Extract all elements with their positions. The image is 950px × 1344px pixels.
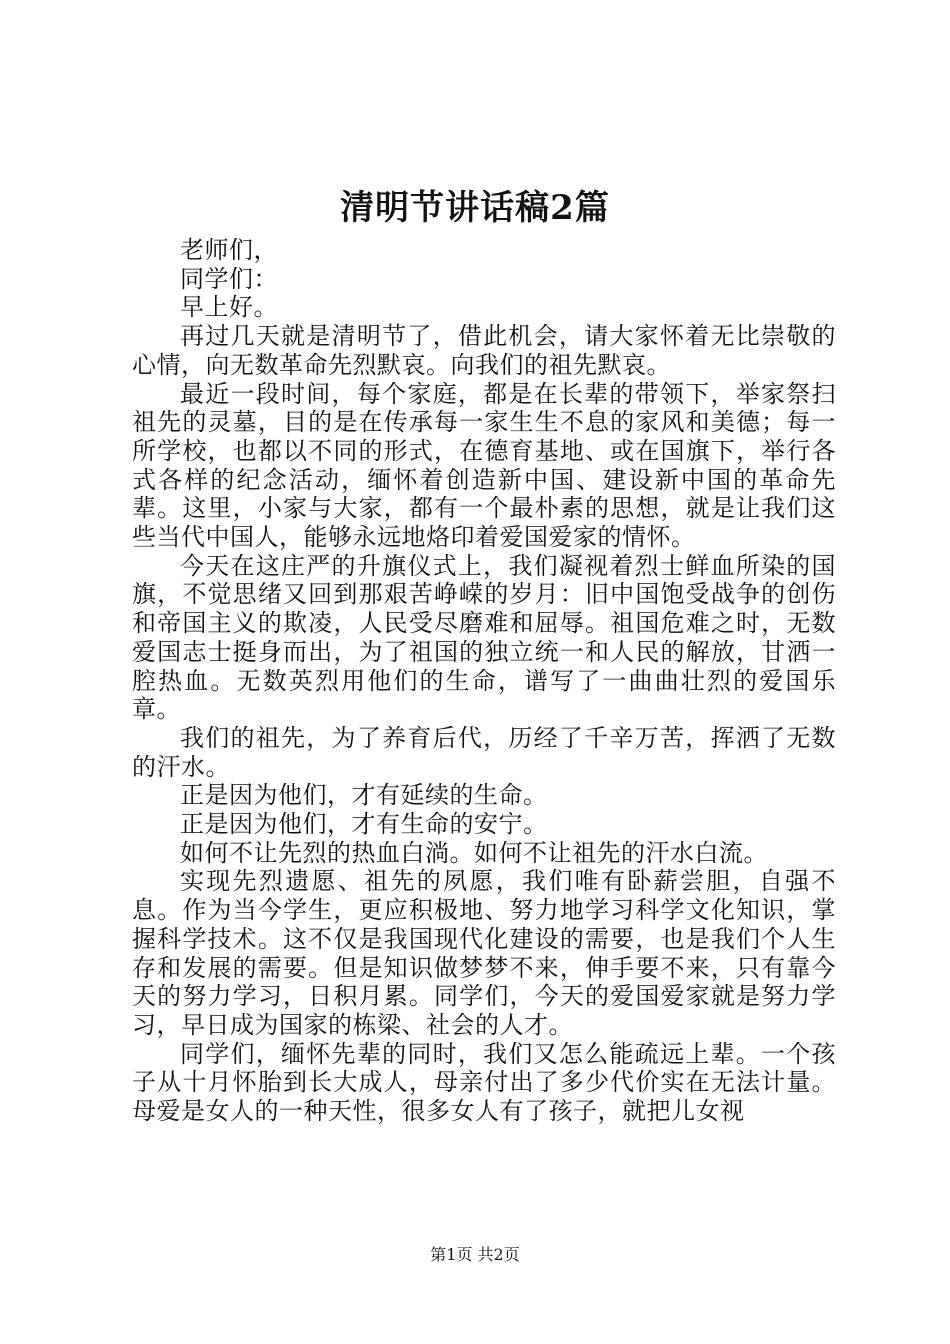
document-title: 清明节讲话稿2篇: [340, 188, 610, 228]
paragraph: 再过几天就是清明节了，借此机会，请大家怀着无比崇敬的心情，向无数革命先烈默哀。向我们的祖先默哀。: [132, 322, 836, 379]
paragraph: 如何不让先烈的热血白淌。如何不让祖先的汗水白流。: [180, 838, 768, 867]
page-footer: 第1页 共2页: [430, 1245, 520, 1264]
document-body: [132, 236, 836, 1126]
paragraph: 最近一段时间，每个家庭，都是在长辈的带领下，举家祭扫祖先的灵墓，目的是在传承每一家生生不息的家风和美德；每一所学校，也都以不同的形式，在德育基地、或在国旗下，举行各式各样的纪念活动，缅怀着创造新中国、建设新中国的革命先辈。这里，小家与大家，都有一个最朴素的思想，就是让我们这些当代中国人，能够永远地烙印着爱国爱家的情怀。: [132, 379, 836, 552]
paragraph: 正是因为他们，才有延续的生命。: [180, 781, 548, 810]
paragraph: 同学们：: [180, 264, 278, 293]
paragraph: 正是因为他们，才有生命的安宁。: [180, 810, 548, 839]
paragraph: 我们的祖先，为了养育后代，历经了千辛万苦，挥洒了无数的汗水。: [132, 723, 836, 781]
paragraph: 实现先烈遗愿、祖先的夙愿，我们唯有卧薪尝胆，自强不息。作为当今学生，更应积极地、努力地学习科学文化知识，掌握科学技术。这不仅是我国现代化建设的需要，也是我们个人生存和发展的需要。但是知识做梦梦不来，伸手要不来，只有靠今天的努力学习，日积月累。同学们，今天的爱国爱家就是努力学习，早日成为国家的栋梁、社会的人才。: [132, 867, 836, 1039]
paragraph: 今天在这庄严的升旗仪式上，我们凝视着烈士鲜血所染的国旗，不觉思绪又回到那艰苦峥嵘的岁月：旧中国饱受战争的创伤和帝国主义的欺凌，人民受尽磨难和屈辱。祖国危难之时，无数爱国志士挺身而出，为了祖国的独立统一和人民的解放，甘洒一腔热血。无数英烈用他们的生命，谱写了一曲曲壮烈的爱国乐章。: [132, 551, 836, 724]
paragraph: 同学们，缅怀先辈的同时，我们又怎么能疏远上辈。一个孩子从十月怀胎到长大成人，母亲付出了多少代价实在无法计量。母爱是女人的一种天性，很多女人有了孩子，就把儿女视: [132, 1039, 836, 1126]
paragraph: 老师们，: [180, 236, 278, 264]
paragraph: 早上好。: [180, 293, 278, 322]
